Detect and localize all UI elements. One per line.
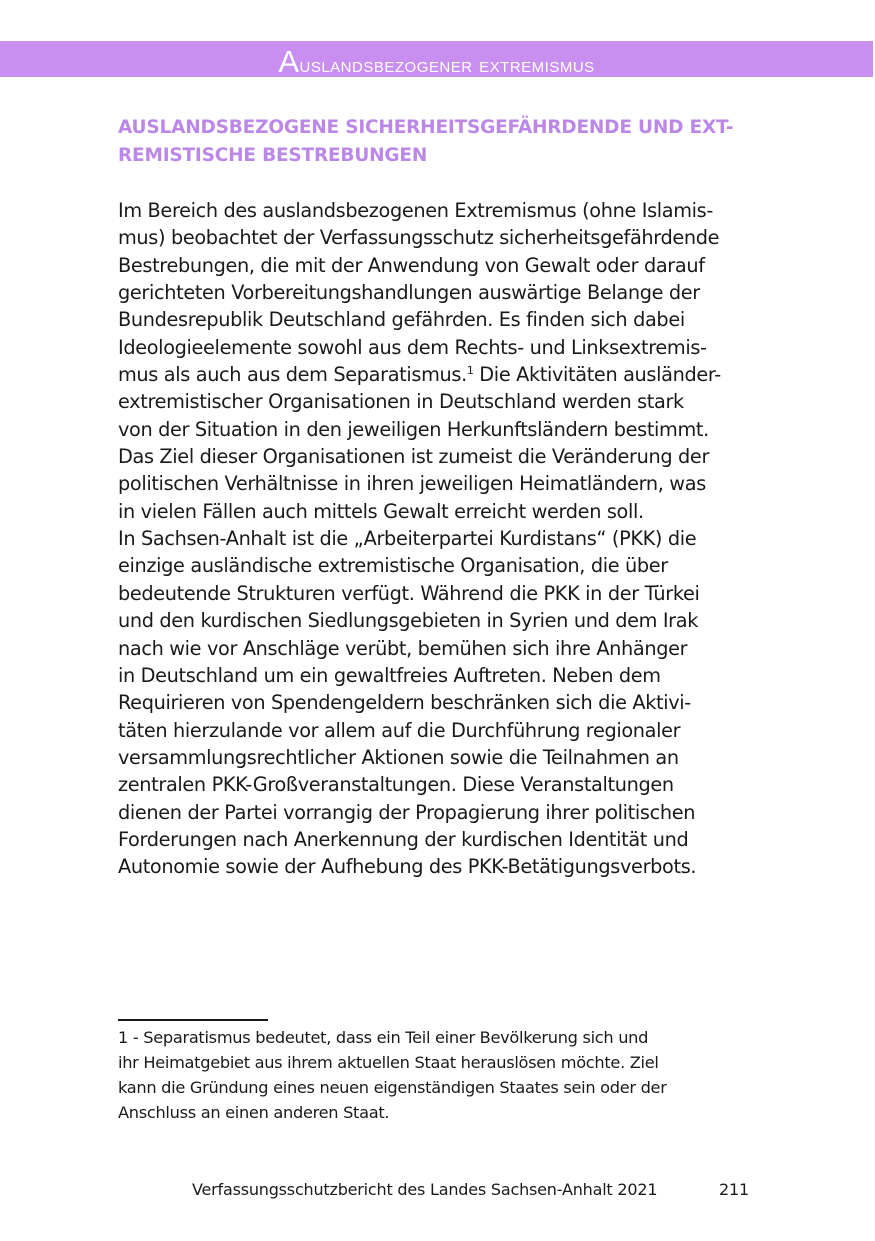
body-line: Im Bereich des auslandsbezogenen Extremismus (ohne Islamis- [118,199,713,222]
body-line: politischen Verhältnisse in ihren jeweiligen Heimatländern, was [118,472,706,496]
body-line: mus) beobachtet der Verfassungsschutz sicherheitsgefährdende [118,226,720,250]
body-line: extremistischer Organisationen in Deutschland werden stark [118,390,684,414]
body-line-segment: Die Aktivitäten ausländer- [473,363,721,387]
body-line: täten hierzulande vor allem auf die Durchführung regionaler [118,718,681,742]
chapter-title: Auslandsbezogener extremismus [278,44,595,79]
body-line: von der Situation in den jeweiligen Herkunftsländern bestimmt. [118,417,709,441]
section-heading [118,114,758,170]
body-line: Ideologieelemente sowohl aus dem Rechts- und Linksextremis- [118,335,707,359]
page-number: 211 [719,1180,749,1199]
body-line: Bestrebungen, die mit der Anwendung von Gewalt oder darauf [118,253,705,277]
footer-title: Verfassungsschutzbericht des Landes Sachsen-Anhalt 2021 [192,1180,658,1199]
section-heading-line: AUSLANDSBEZOGENE SICHERHEITSGEFÄHRDENDE UND EXT- [118,117,734,138]
body-line: in vielen Fällen auch mittels Gewalt erreicht werden soll. [118,499,644,523]
body-paragraph [118,197,768,881]
footnote-line: ihr Heimatgebiet aus ihrem aktuellen Staat herauslösen möchte. Ziel [118,1053,659,1072]
body-line: versammlungsrechtlicher Aktionen sowie die Teilnahmen an [118,745,679,769]
page-footer [192,1180,752,1206]
body-line: in Deutschland um ein gewaltfreies Auftreten. Neben dem [118,663,661,687]
body-line: Requirieren von Spendengeldern beschränken sich die Aktivi- [118,691,691,715]
body-line-segment: mus als auch aus dem Separatismus. [118,363,467,387]
body-line: zentralen PKK-Großveranstaltungen. Diese Veranstaltungen [118,773,674,797]
footnote-line: 1 - Separatismus bedeutet, dass ein Teil einer Bevölkerung sich und [118,1028,649,1047]
body-line: und den kurdischen Siedlungsgebieten in Syrien und dem Irak [118,609,699,633]
body-line: gerichteten Vorbereitungshandlungen auswärtige Belange der [118,281,700,305]
section-heading-line: REMISTISCHE BESTREBUNGEN [118,145,428,166]
body-line: Das Ziel dieser Organisationen ist zumeist die Veränderung der [118,445,710,469]
footnote-divider [118,1019,268,1021]
footnote-line: Anschluss an einen anderen Staat. [118,1103,390,1122]
body-line-with-footnote [118,361,768,388]
footnote-reference[interactable]: 1 [466,364,474,378]
footnote [118,1025,768,1125]
body-line: einzige ausländische extremistische Organisation, die über [118,554,668,578]
body-line: nach wie vor Anschläge verübt, bemühen sich ihre Anhänger [118,636,688,660]
body-line: Autonomie sowie der Aufhebung des PKK-Betätigungsverbots. [118,855,697,879]
body-line: bedeutende Strukturen verfügt. Während die PKK in der Türkei [118,581,700,605]
body-line: Forderungen nach Anerkennung der kurdischen Identität und [118,827,689,851]
body-line: In Sachsen-Anhalt ist die „Arbeiterpartei Kurdistans“ (PKK) die [118,527,697,551]
footnote-line: kann die Gründung eines neuen eigenständigen Staates sein oder der [118,1078,667,1097]
body-line: dienen der Partei vorrangig der Propagierung ihrer politischen [118,800,696,824]
body-line: Bundesrepublik Deutschland gefährden. Es finden sich dabei [118,308,685,332]
